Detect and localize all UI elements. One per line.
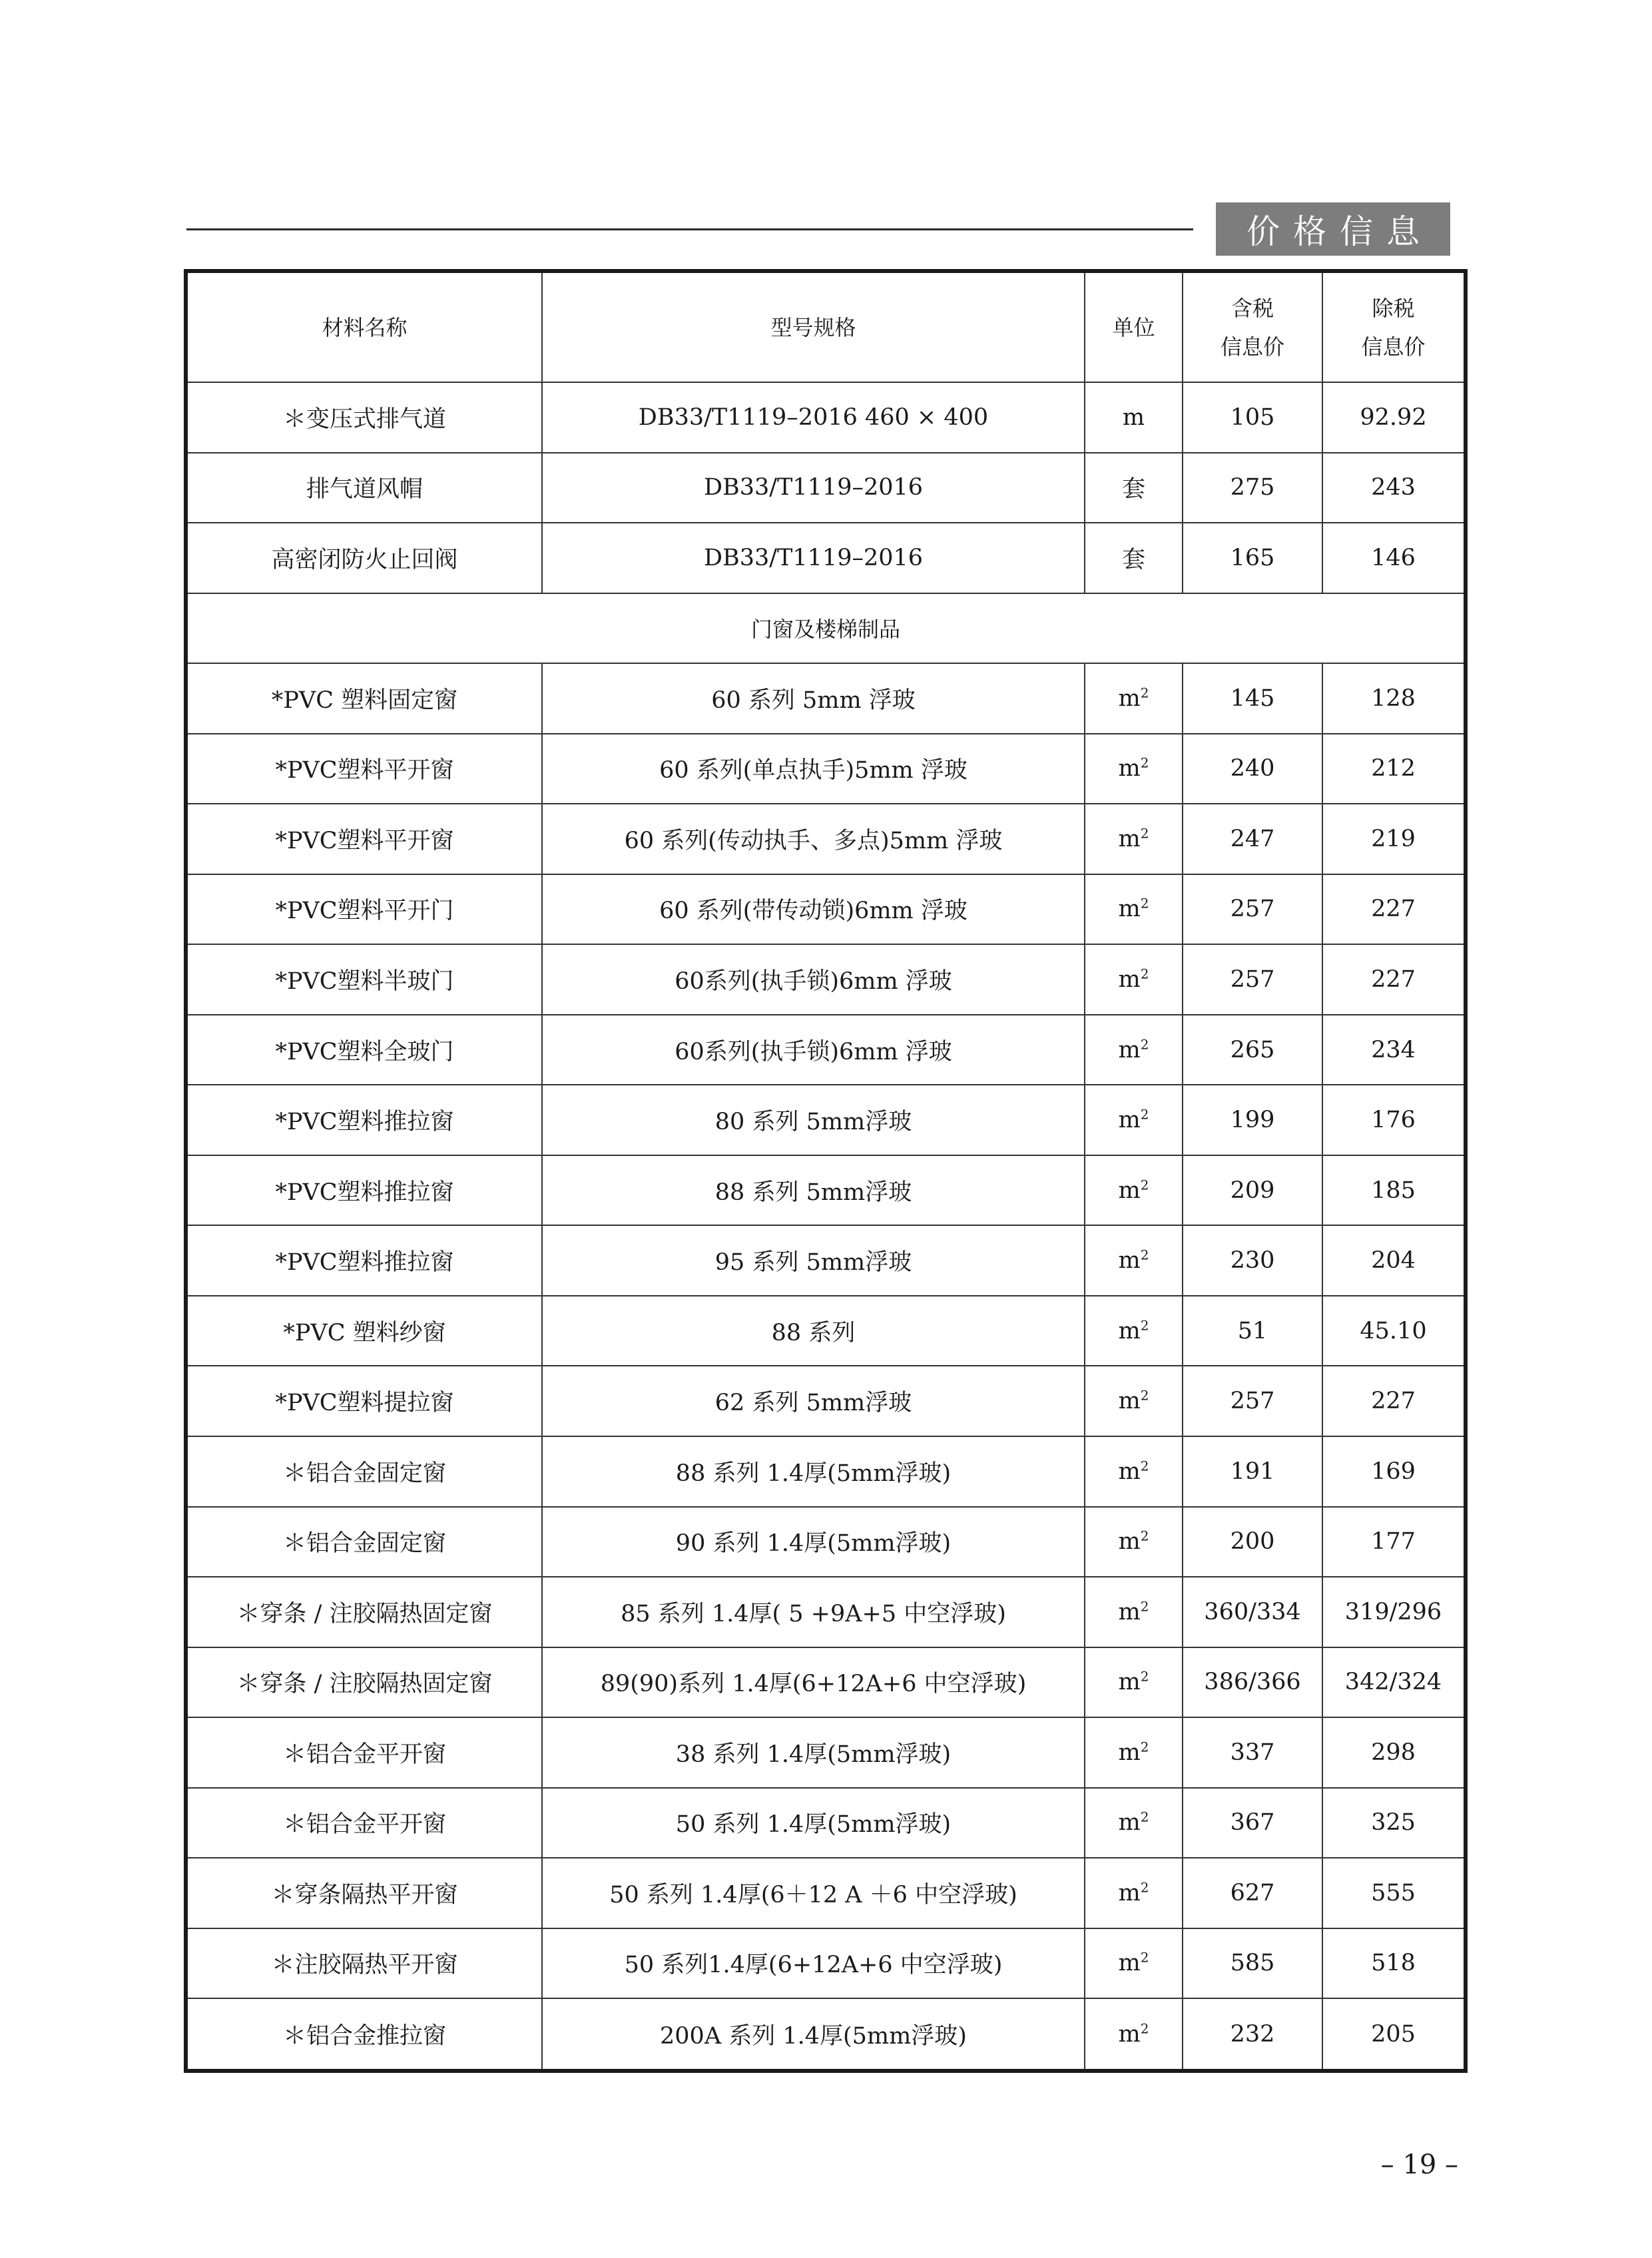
unit-base: m — [1122, 404, 1145, 431]
cell-price-notax: 234 — [1322, 1015, 1464, 1085]
unit-exponent: 2 — [1140, 754, 1149, 771]
table-row — [188, 1155, 1464, 1226]
cell-unit — [1085, 1858, 1183, 1928]
unit-base: m — [1118, 1247, 1141, 1274]
unit-base: m — [1118, 2020, 1141, 2048]
cell-name: ＊穿条 / 注胶隔热固定窗 — [188, 1647, 542, 1718]
cell-name: ＊铝合金固定窗 — [188, 1436, 542, 1507]
cell-spec: 50 系列 1.4厚(6＋12 A ＋6 中空浮玻) — [542, 1858, 1085, 1928]
cell-name: *PVC塑料半玻门 — [188, 944, 542, 1015]
unit-exponent: 2 — [1140, 895, 1149, 912]
header-price-notax-line2: 信息价 — [1361, 334, 1426, 360]
cell-price-notax: 204 — [1322, 1225, 1464, 1296]
cell-price-tax: 367 — [1183, 1788, 1322, 1858]
table-row — [188, 734, 1464, 804]
table-row — [188, 1366, 1464, 1436]
unit-exponent: 2 — [1140, 1739, 1149, 1755]
cell-name: 高密闭防火止回阀 — [188, 523, 542, 593]
cell-price-notax: 227 — [1322, 874, 1464, 945]
unit-exponent: 2 — [1140, 966, 1149, 982]
cell-spec: 200A 系列 1.4厚(5mm浮玻) — [542, 1998, 1085, 2069]
cell-price-tax: 247 — [1183, 804, 1322, 874]
header-name: 材料名称 — [188, 273, 542, 382]
cell-price-notax: 342/324 — [1322, 1647, 1464, 1718]
section-row — [188, 593, 1464, 664]
cell-spec: 60 系列(单点执手)5mm 浮玻 — [542, 734, 1085, 804]
cell-spec: DB33/T1119–2016 460 × 400 — [542, 382, 1085, 453]
table-row — [188, 382, 1464, 453]
header-price-tax-line1: 含税 — [1231, 295, 1274, 321]
cell-unit — [1085, 1928, 1183, 1999]
cell-spec: 60 系列(传动执手、多点)5mm 浮玻 — [542, 804, 1085, 874]
header-rule — [186, 228, 1193, 230]
cell-price-tax: 386/366 — [1183, 1647, 1322, 1718]
cell-price-notax: 169 — [1322, 1436, 1464, 1507]
cell-name: ＊穿条隔热平开窗 — [188, 1858, 542, 1928]
cell-price-notax: 298 — [1322, 1717, 1464, 1788]
cell-unit — [1085, 1155, 1183, 1226]
cell-unit — [1085, 1998, 1183, 2069]
cell-spec: 88 系列 — [542, 1296, 1085, 1366]
unit-base: m — [1118, 1950, 1141, 1977]
cell-price-tax: 257 — [1183, 944, 1322, 1015]
cell-price-notax: 205 — [1322, 1998, 1464, 2069]
unit-base: m — [1118, 1107, 1141, 1134]
page-number: – 19 – — [1380, 2149, 1458, 2180]
unit-exponent: 2 — [1140, 1949, 1149, 1966]
table-row — [188, 874, 1464, 945]
unit-exponent: 2 — [1140, 1387, 1149, 1404]
cell-unit — [1085, 1577, 1183, 1647]
table-row — [188, 1998, 1464, 2069]
cell-price-notax: 319/296 — [1322, 1577, 1464, 1647]
unit-base: m — [1118, 896, 1141, 923]
table-row — [188, 1858, 1464, 1928]
cell-spec: 85 系列 1.4厚( 5 +9A+5 中空浮玻) — [542, 1577, 1085, 1647]
cell-price-tax: 145 — [1183, 663, 1322, 734]
cell-unit — [1085, 663, 1183, 734]
unit-base: 套 — [1121, 476, 1145, 503]
cell-price-tax: 230 — [1183, 1225, 1322, 1296]
cell-name: ＊铝合金固定窗 — [188, 1507, 542, 1577]
cell-name: *PVC塑料提拉窗 — [188, 1366, 542, 1436]
cell-price-notax: 45.10 — [1322, 1296, 1464, 1366]
table-row — [188, 1717, 1464, 1788]
price-table — [184, 269, 1468, 2073]
cell-unit — [1085, 1225, 1183, 1296]
table-row — [188, 1436, 1464, 1507]
cell-name: ＊注胶隔热平开窗 — [188, 1928, 542, 1999]
cell-name: *PVC 塑料固定窗 — [188, 663, 542, 734]
cell-unit — [1085, 1085, 1183, 1155]
unit-base: m — [1118, 825, 1141, 852]
cell-spec: 60系列(执手锁)6mm 浮玻 — [542, 1015, 1085, 1085]
cell-price-notax: 219 — [1322, 804, 1464, 874]
cell-spec: 88 系列 1.4厚(5mm浮玻) — [542, 1436, 1085, 1507]
header-price-notax-line1: 除税 — [1372, 295, 1415, 321]
cell-price-tax: 191 — [1183, 1436, 1322, 1507]
cell-price-tax: 627 — [1183, 1858, 1322, 1928]
unit-exponent: 2 — [1140, 1879, 1149, 1896]
cell-unit — [1085, 1647, 1183, 1718]
cell-price-notax: 177 — [1322, 1507, 1464, 1577]
cell-name: *PVC塑料平开窗 — [188, 804, 542, 874]
unit-base: m — [1118, 1388, 1141, 1415]
cell-name: *PVC塑料推拉窗 — [188, 1155, 542, 1226]
cell-unit — [1085, 804, 1183, 874]
unit-base: m — [1118, 1809, 1141, 1836]
unit-exponent: 2 — [1140, 2020, 1149, 2036]
table-row — [188, 1085, 1464, 1155]
table-row — [188, 523, 1464, 593]
unit-exponent: 2 — [1140, 1176, 1149, 1193]
cell-name: ＊铝合金平开窗 — [188, 1788, 542, 1858]
cell-price-tax: 105 — [1183, 382, 1322, 453]
cell-price-tax: 165 — [1183, 523, 1322, 593]
unit-exponent: 2 — [1140, 685, 1149, 701]
cell-price-tax: 199 — [1183, 1085, 1322, 1155]
cell-spec: 88 系列 5mm浮玻 — [542, 1155, 1085, 1226]
table-row — [188, 1788, 1464, 1858]
cell-price-notax: 212 — [1322, 734, 1464, 804]
cell-spec: 60 系列(带传动锁)6mm 浮玻 — [542, 874, 1085, 945]
table-row — [188, 804, 1464, 874]
cell-spec: 60 系列 5mm 浮玻 — [542, 663, 1085, 734]
unit-exponent: 2 — [1140, 1668, 1149, 1685]
header-price-tax-line2: 信息价 — [1220, 334, 1284, 360]
cell-spec: 60系列(执手锁)6mm 浮玻 — [542, 944, 1085, 1015]
cell-unit — [1085, 1296, 1183, 1366]
unit-base: m — [1118, 755, 1141, 782]
unit-base: m — [1118, 1598, 1141, 1625]
cell-spec: DB33/T1119–2016 — [542, 523, 1085, 593]
cell-unit — [1085, 1717, 1183, 1788]
cell-unit — [1085, 1507, 1183, 1577]
unit-exponent: 2 — [1140, 1458, 1149, 1474]
cell-price-tax: 585 — [1183, 1928, 1322, 1999]
cell-unit — [1085, 874, 1183, 945]
section-label: 门窗及楼梯制品 — [188, 593, 1464, 664]
header-spec: 型号规格 — [542, 273, 1085, 382]
cell-unit — [1085, 382, 1183, 453]
table-row — [188, 1225, 1464, 1296]
unit-base: m — [1118, 966, 1141, 993]
table-header-row — [188, 273, 1464, 382]
cell-unit — [1085, 523, 1183, 593]
cell-spec: 90 系列 1.4厚(5mm浮玻) — [542, 1507, 1085, 1577]
cell-price-tax: 275 — [1183, 453, 1322, 523]
cell-price-tax: 257 — [1183, 874, 1322, 945]
unit-base: m — [1118, 1036, 1141, 1063]
header-unit: 单位 — [1085, 273, 1183, 382]
unit-base: m — [1118, 1879, 1141, 1906]
cell-price-tax: 265 — [1183, 1015, 1322, 1085]
header-price-notax — [1322, 273, 1464, 382]
table-row — [188, 1647, 1464, 1718]
cell-name: *PVC塑料推拉窗 — [188, 1085, 542, 1155]
unit-base: m — [1118, 1669, 1141, 1696]
unit-base: m — [1118, 685, 1141, 712]
cell-price-tax: 257 — [1183, 1366, 1322, 1436]
unit-base: m — [1118, 1528, 1141, 1555]
unit-exponent: 2 — [1140, 1106, 1149, 1123]
table-row — [188, 1577, 1464, 1647]
cell-name: *PVC 塑料纱窗 — [188, 1296, 542, 1366]
unit-base: m — [1118, 1177, 1141, 1204]
cell-spec: 38 系列 1.4厚(5mm浮玻) — [542, 1717, 1085, 1788]
cell-spec: 80 系列 5mm浮玻 — [542, 1085, 1085, 1155]
cell-unit — [1085, 1788, 1183, 1858]
cell-price-notax: 176 — [1322, 1085, 1464, 1155]
cell-name: ＊铝合金推拉窗 — [188, 1998, 542, 2069]
cell-name: *PVC塑料推拉窗 — [188, 1225, 542, 1296]
unit-exponent: 2 — [1140, 1598, 1149, 1615]
cell-price-tax: 360/334 — [1183, 1577, 1322, 1647]
cell-price-tax: 200 — [1183, 1507, 1322, 1577]
cell-price-notax: 555 — [1322, 1858, 1464, 1928]
cell-price-notax: 92.92 — [1322, 382, 1464, 453]
cell-name: *PVC塑料平开窗 — [188, 734, 542, 804]
table-row — [188, 1296, 1464, 1366]
cell-spec: 62 系列 5mm浮玻 — [542, 1366, 1085, 1436]
cell-price-tax: 232 — [1183, 1998, 1322, 2069]
cell-name: ＊变压式排气道 — [188, 382, 542, 453]
table-row — [188, 663, 1464, 734]
cell-price-notax: 128 — [1322, 663, 1464, 734]
cell-unit — [1085, 944, 1183, 1015]
unit-base: m — [1118, 1739, 1141, 1766]
unit-exponent: 2 — [1140, 1247, 1149, 1263]
unit-exponent: 2 — [1140, 1528, 1149, 1544]
cell-name: 排气道风帽 — [188, 453, 542, 523]
cell-price-tax: 209 — [1183, 1155, 1322, 1226]
unit-exponent: 2 — [1140, 825, 1149, 842]
cell-price-notax: 243 — [1322, 453, 1464, 523]
unit-exponent: 2 — [1140, 1809, 1149, 1825]
cell-price-notax: 227 — [1322, 944, 1464, 1015]
table-row — [188, 1015, 1464, 1085]
cell-name: *PVC塑料全玻门 — [188, 1015, 542, 1085]
header-price-tax — [1183, 273, 1322, 382]
cell-price-tax: 337 — [1183, 1717, 1322, 1788]
cell-unit — [1085, 453, 1183, 523]
cell-spec: 50 系列1.4厚(6+12A+6 中空浮玻) — [542, 1928, 1085, 1999]
cell-price-notax: 146 — [1322, 523, 1464, 593]
table-row — [188, 1928, 1464, 1999]
section-title: 价格信息 — [1216, 202, 1450, 256]
cell-spec: 95 系列 5mm浮玻 — [542, 1225, 1085, 1296]
cell-spec: 50 系列 1.4厚(5mm浮玻) — [542, 1788, 1085, 1858]
unit-exponent: 2 — [1140, 1035, 1149, 1052]
cell-name: *PVC塑料平开门 — [188, 874, 542, 945]
cell-unit — [1085, 1015, 1183, 1085]
unit-base: m — [1118, 1317, 1141, 1344]
cell-unit — [1085, 734, 1183, 804]
unit-base: 套 — [1121, 546, 1145, 573]
cell-name: ＊穿条 / 注胶隔热固定窗 — [188, 1577, 542, 1647]
cell-price-tax: 51 — [1183, 1296, 1322, 1366]
cell-price-notax: 185 — [1322, 1155, 1464, 1226]
unit-base: m — [1118, 1458, 1141, 1485]
cell-unit — [1085, 1366, 1183, 1436]
cell-name: ＊铝合金平开窗 — [188, 1717, 542, 1788]
table-row — [188, 944, 1464, 1015]
table-row — [188, 1507, 1464, 1577]
cell-spec: 89(90)系列 1.4厚(6+12A+6 中空浮玻) — [542, 1647, 1085, 1718]
cell-price-notax: 227 — [1322, 1366, 1464, 1436]
table-row — [188, 453, 1464, 523]
cell-price-tax: 240 — [1183, 734, 1322, 804]
cell-price-notax: 325 — [1322, 1788, 1464, 1858]
cell-spec: DB33/T1119–2016 — [542, 453, 1085, 523]
cell-price-notax: 518 — [1322, 1928, 1464, 1999]
unit-exponent: 2 — [1140, 1317, 1149, 1334]
cell-unit — [1085, 1436, 1183, 1507]
